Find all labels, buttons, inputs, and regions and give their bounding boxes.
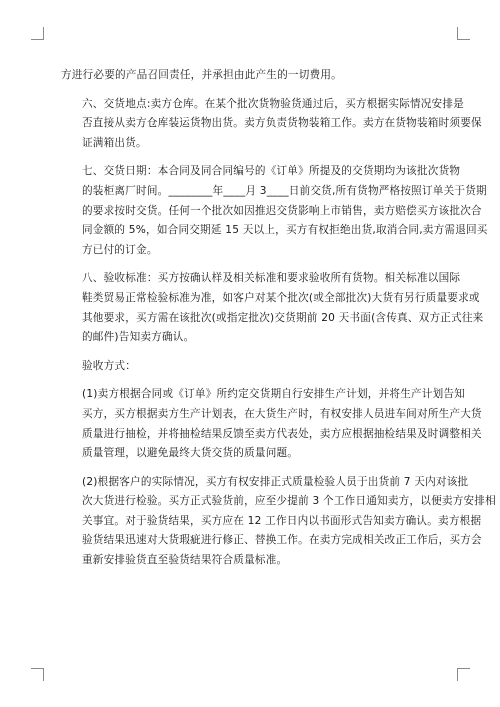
crop-mark-bottom-left [31,668,44,681]
crop-mark-top-left [31,27,44,40]
paragraph-method-2 [61,473,496,571]
paragraph-delivery-date [61,162,488,260]
text-line: 重新安排验货直至验货结果符合质量标准。 [82,554,288,567]
crop-mark-bottom-right [457,668,470,681]
text-line: 关事宜。对于验货结果，买方应在 12 工作日内以书面形式告知卖方确认。卖方根据 [82,514,482,527]
text-line: (1)卖方根据合同或《订单》所约定交货期自行安排生产计划，并将生产计划告知 [82,388,466,401]
paragraph-recall [61,66,445,86]
text-line: 方已付的订金。 [82,243,158,256]
text-line: 质量管理，以避免最终大货交货的质量问题。 [82,447,299,460]
text-line: 验收方式： [82,359,137,372]
text-line: 其他要求，买方需在该批次(或指定批次)交货期前 20 天书面(含传真、双方正式往来 [82,311,484,324]
text-line: 否直接从卖方仓库装运货物出货。卖方负责货物装箱工作。卖方在货物装箱时须要保 [82,117,482,130]
text-line: 买方，买方根据卖方生产计划表，在大货生产时，有权安排人员进车间对所生产大货 [82,407,482,420]
text-line: 七、交货日期：本合同及同合同编号的《订单》所提及的交货期均为该批次货物 [82,165,461,178]
text-line: 质量进行抽检，并将抽检结果反馈至卖方代表处，卖方应根据抽检结果及时调整相关 [82,427,482,440]
text-line: 的装柜离厂时间。________年____月 3____日前交货,所有货物严格按照订单关于货期 [82,184,487,197]
text-line: 八、验收标准：买方按确认样及相关标准和要求验收所有货物。相关标准以国际 [82,272,461,285]
text-line: 验货结果迅速对大货瑕疵进行修正、替换工作。在卖方完成相关改正工作后，买方会 [82,534,482,547]
text-line: 的要求按时交货。任何一个批次如因推迟交货影响上市销售，卖方赔偿买方该批次合 [82,204,482,217]
text-line: 鞋类贸易正常检验标准为准，如客户对某个批次(或全部批次)大货有另行质量要求或 [82,291,480,304]
paragraph-delivery-location [61,95,482,154]
text-line: 的邮件)告知卖方确认。 [82,331,195,344]
paragraph-method-1 [61,385,482,463]
text-line: 六、交货地点:卖方仓库。在某个批次货物验货通过后，买方根据实际情况安排是 [82,97,464,110]
text-line: 方进行必要的产品召回责任，并承担由此产生的一切费用。 [61,69,342,81]
text-line: 次大货进行检验。买方正式验货前，应至少提前 3 个工作日通知卖方，以便卖方安排相 [82,495,496,508]
document-body [61,66,496,580]
text-line: 证满箱出货。 [82,136,147,149]
paragraph-acceptance-method-heading [61,357,445,377]
text-line: 同金额的 5%，如合同交期延 15 天以上，买方有权拒绝出货,取消合同,卖方需退回买 [82,224,488,237]
crop-mark-top-right [457,27,470,40]
paragraph-acceptance-standard [61,269,484,347]
text-line: (2)根据客户的实际情况，买方有权安排正式质量检验人员于出货前 7 天内对该批 [82,475,469,488]
